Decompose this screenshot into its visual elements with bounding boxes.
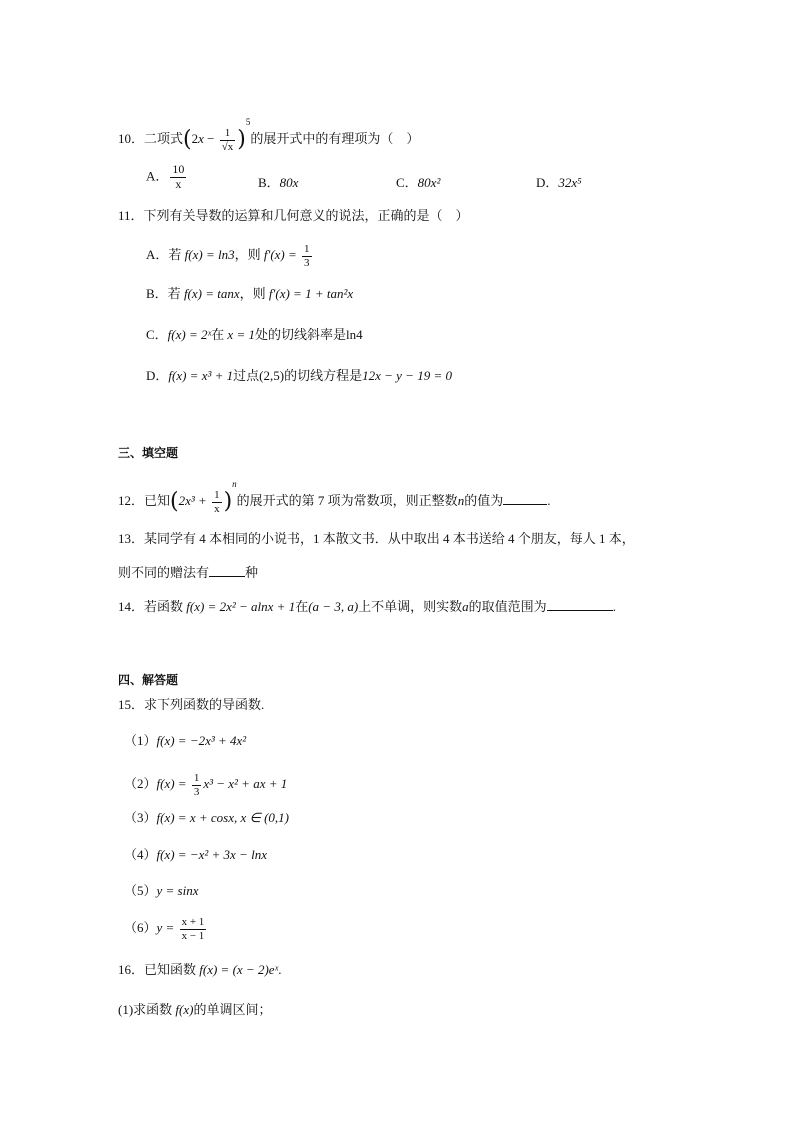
answer-blank[interactable] <box>547 598 613 611</box>
sub-question-6: （6）y = $\frac{x + 1}{x - 1}$ <box>124 916 205 942</box>
section-heading: 四、解答题 <box>118 673 179 687</box>
question-13-line1: 13．某同学有 4 本相同的小说书，1 本散文书．从中取出 4 本书送给 4 个朋友，每人 1 本， <box>118 531 635 546</box>
sub-question-2: （2）f(x) = $\frac{1}{3}$ x³ − x² + ax + 1 <box>124 772 288 798</box>
question-14: 14．若函数 f(x) = 2x² − alnx + 1在(a − 3, a)上不单调，则实数a的取值范围为 . <box>118 599 616 614</box>
paren-open: ( <box>183 127 192 153</box>
exponent: 5 <box>245 117 251 127</box>
sub-question-4: （4）f(x) = −x² + 3x − lnx <box>124 847 267 862</box>
question-text: 的展开式中的有理项为（ ） <box>250 131 420 146</box>
question-10 <box>118 118 419 153</box>
paren-close: ) <box>237 127 246 153</box>
question-16: 16．已知函数 f(x) = (x − 2)eˣ. <box>118 962 282 977</box>
option-d: D．f(x) = x³ + 1过点(2,5)的切线方程是12x − y − 19 = 0 <box>146 368 452 383</box>
sub-question-1: （1）f(x) = −2x³ + 4x² <box>124 733 247 748</box>
option-d: D．32x⁵ <box>536 175 582 190</box>
question-12: 12．已知(2x³ + $\frac{1}{x}$ )$^n$的展开式的第 7 项为常数项，则正整数n的值为 . <box>118 479 551 515</box>
option-a: A． $\frac{10}{x}$ <box>146 162 185 191</box>
section-heading: 三、填空题 <box>118 446 179 460</box>
answer-blank[interactable] <box>503 492 547 505</box>
option-c: C．80x² <box>396 175 441 190</box>
answer-blank[interactable] <box>209 564 245 577</box>
option-c: C．f(x) = 2ˣ在 x = 1处的切线斜率是ln4 <box>146 327 363 342</box>
sub-question-3: （3）f(x) = x + cosx, x ∈ (0,1) <box>124 810 289 825</box>
fraction: $\frac{1}{√x}$ <box>221 126 234 153</box>
question-text: 二项式 <box>144 131 184 146</box>
option-a: A．若 f(x) = ln3，则 f′(x) = $\frac{1}{3}$ <box>146 243 310 269</box>
question-number: 10． <box>118 131 145 146</box>
question-11: 11．下列有关导数的运算和几何意义的说法，正确的是（ ） <box>118 208 469 223</box>
option-b: B．80x <box>258 175 299 190</box>
question-15: 15．求下列函数的导函数. <box>118 697 265 712</box>
option-b: B．若 f(x) = tanx，则 f′(x) = 1 + tan²x <box>146 286 354 301</box>
math-expr: 2x − <box>191 131 218 146</box>
sub-question-5: （5）y = sinx <box>124 883 199 898</box>
question-16-part-1: (1)求函数 f(x)的单调区间； <box>118 1002 272 1017</box>
question-13-line2: 则不同的赠法有 种 <box>118 565 259 580</box>
